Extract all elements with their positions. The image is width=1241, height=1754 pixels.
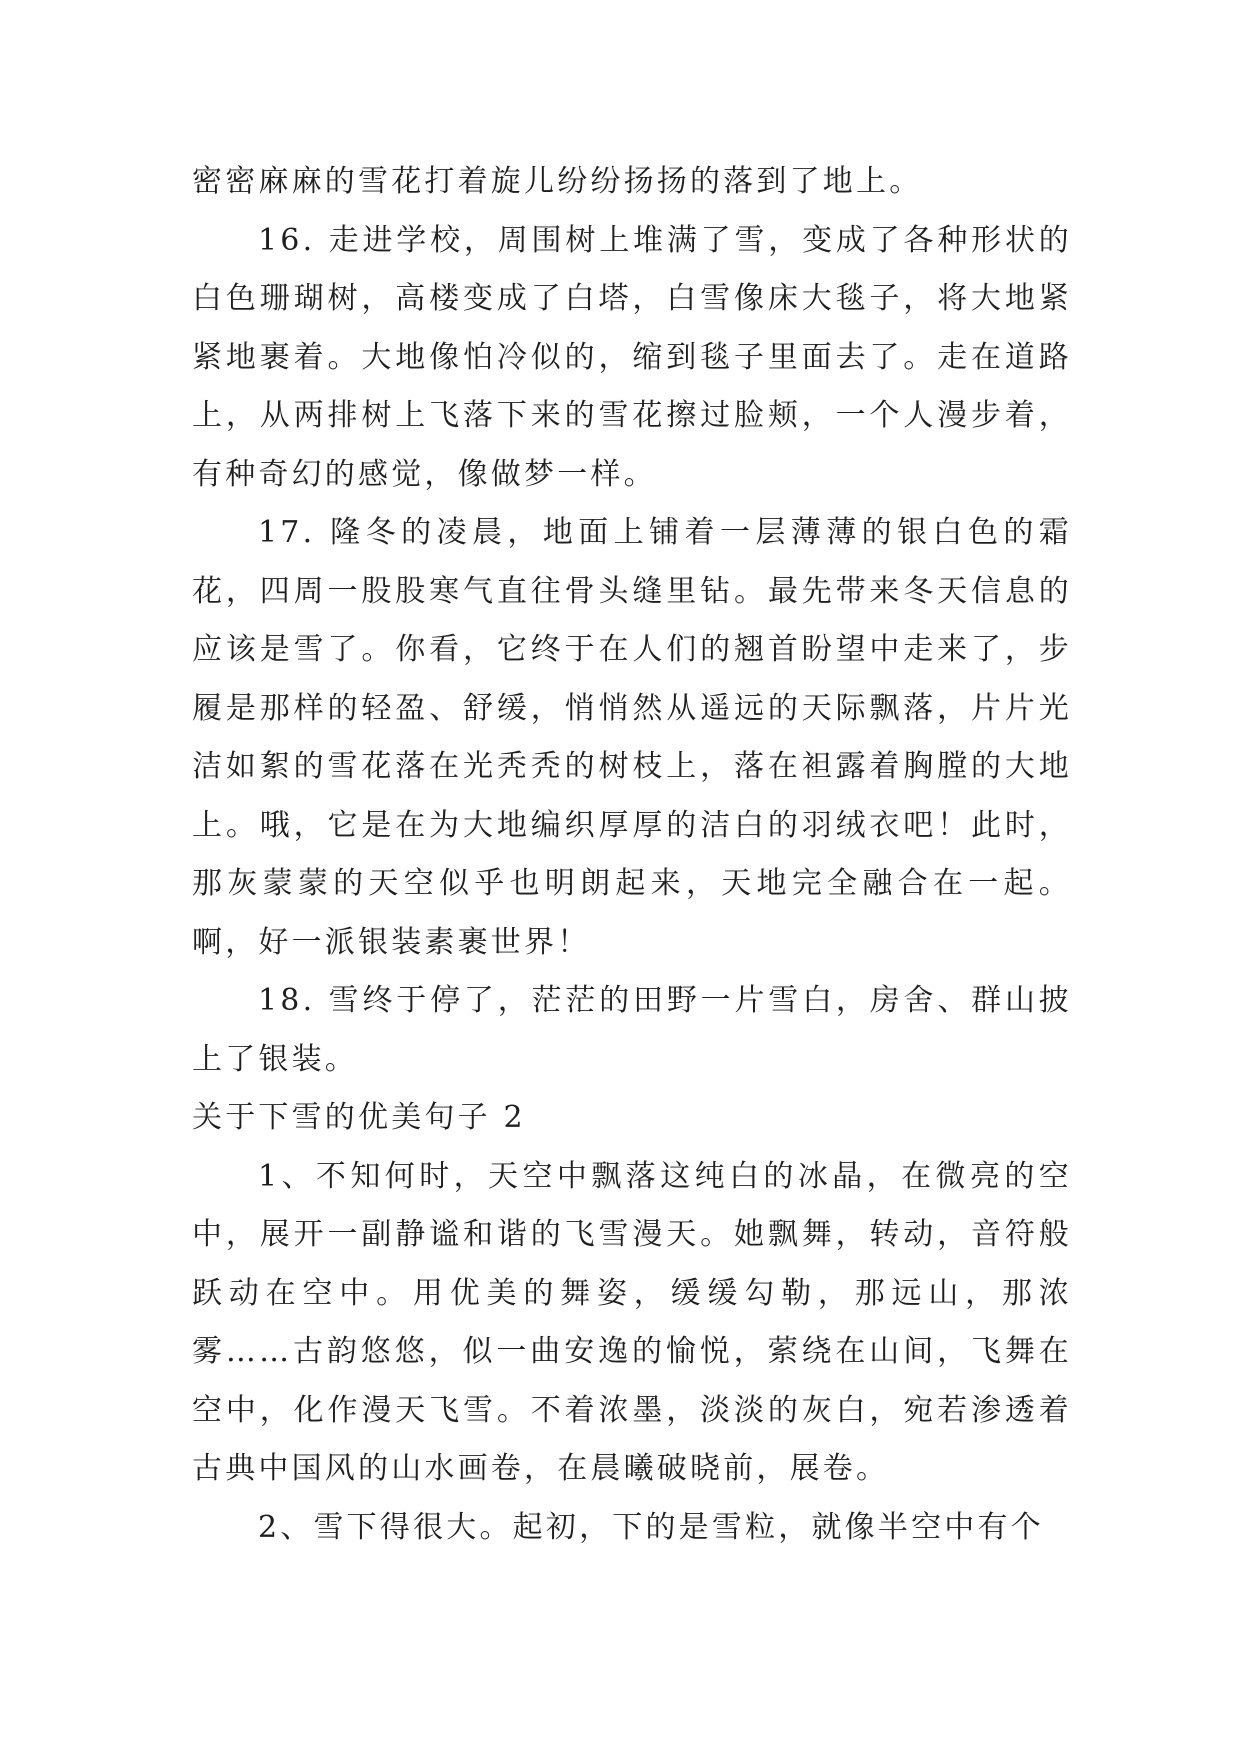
section-heading: 关于下雪的优美句子 2	[192, 1100, 526, 1135]
paragraph-2: 2、雪下得很大。起初，下的是雪粒，就像半空中有个	[258, 1509, 1044, 1545]
paragraph-18: 18. 雪终于停了，茫茫的田野一片雪白，房舍、群山披上了银装。	[192, 983, 1072, 1077]
document-body	[192, 153, 1072, 1557]
paragraph-17: 17. 隆冬的凌晨，地面上铺着一层薄薄的银白色的霜花，四周一股股寒气直往骨头缝里钻。最先带来冬天信息的应该是雪了。你看，它终于在人们的翘首盼望中走来了，步履是那样的轻盈、舒缓，悄悄然从遥远的天际飘落，片片光洁如絮的雪花落在光秃秃的树枝上，落在袒露着胸膛的大地上。哦，它是在为大地编织厚厚的洁白的羽绒衣吧！此时，那灰蒙蒙的天空似乎也明朗起来，天地完全融合在一起。啊，好一派银装素裹世界！	[192, 515, 1072, 960]
paragraph-1: 1、不知何时，天空中飘落这纯白的冰晶，在微亮的空中，展开一副静谧和谐的飞雪漫天。她飘舞，转动，音符般跃动在空中。用优美的舞姿，缓缓勾勒，那远山，那浓雾……古韵悠悠，似一曲安逸的愉悦，萦绕在山间，飞舞在空中，化作漫天飞雪。不着浓墨，淡淡的灰白，宛若渗透着古典中国风的山水画卷，在晨曦破晓前，展卷。	[192, 1158, 1072, 1486]
paragraph-16: 16. 走进学校，周围树上堆满了雪，变成了各种形状的白色珊瑚树，高楼变成了白塔，白雪像床大毯子，将大地紧紧地裹着。大地像怕冷似的，缩到毯子里面去了。走在道路上，从两排树上飞落下来的雪花擦过脸颊，一个人漫步着，有种奇幻的感觉，像做梦一样。	[192, 222, 1072, 492]
paragraph-continued: 密密麻麻的雪花打着旋儿纷纷扬扬的落到了地上。	[192, 164, 923, 199]
